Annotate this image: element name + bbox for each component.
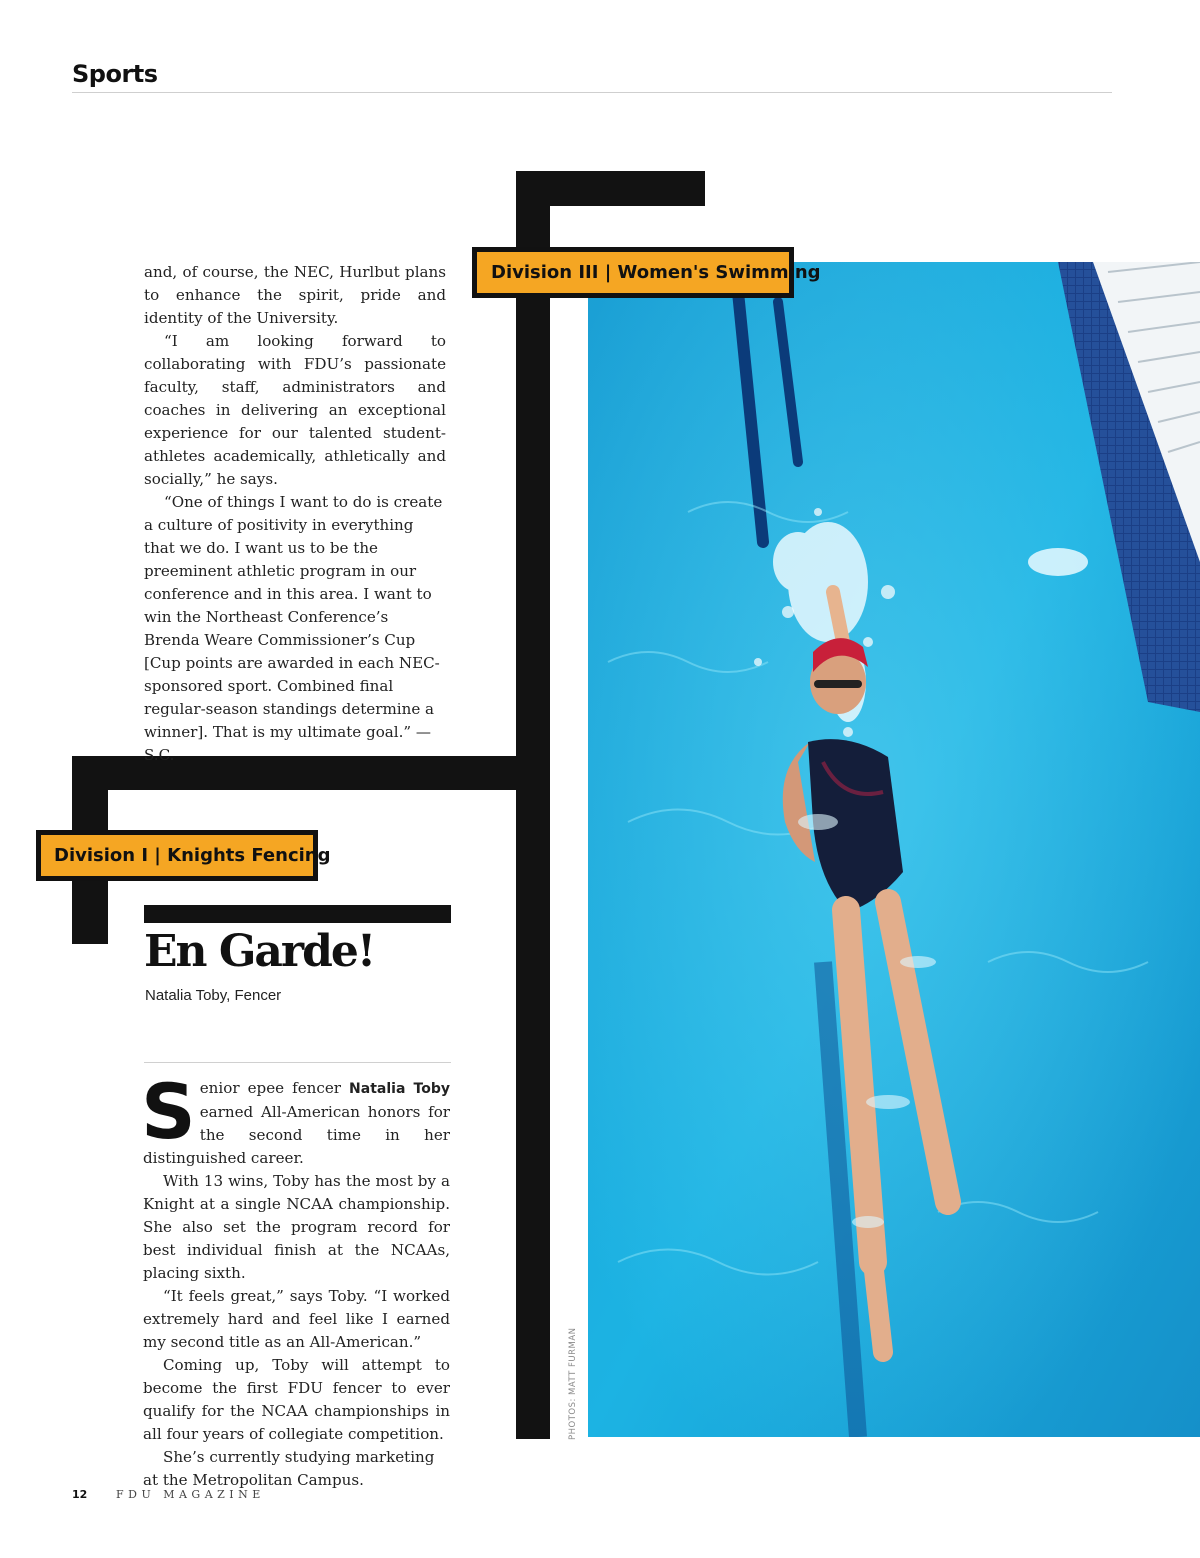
header-rule xyxy=(72,92,1112,93)
lead-paragraph xyxy=(141,1067,450,1170)
lead-text-end: earned All-American honors for the second time in her distinguished career. xyxy=(143,1103,450,1167)
division-swimming-tag xyxy=(472,247,821,298)
headline-bar xyxy=(144,905,451,923)
fencing-article-text xyxy=(141,1067,450,1492)
article-headline: En Garde! xyxy=(144,926,375,977)
paragraph: “One of things I want to do is create a culture of positivity in everything that we do. I want us to be the preeminent athletic program in our conference and in this area. I want to win the Northeast Conference’s Brenda Weare Commissioner’s Cup [Cup points are awarded in each NEC-sponsored sport. Combined final regular-season standings determine a winner]. That is my ultimate goal.” —S.C. xyxy=(144,493,443,764)
hurlbut-continued-text xyxy=(144,261,446,767)
page-number: 12 xyxy=(72,1488,88,1501)
section-title: Sports xyxy=(72,60,158,88)
division-swimming-label: Division III | Women's Swimming xyxy=(491,262,821,283)
byline-rule xyxy=(144,1062,451,1063)
paragraph: With 13 wins, Toby has the most by a Knight at a single NCAA championship. She also set the program record for best individual finish at the NCAAs, placing sixth. xyxy=(143,1172,450,1282)
paragraph: Coming up, Toby will attempt to become the first FDU fencer to ever qualify for the NCAA championships in all four years of collegiate competition. xyxy=(143,1356,450,1443)
main-vertical-bar xyxy=(516,171,550,1439)
paragraph: “I am looking forward to collaborating with FDU’s passionate faculty, staff, administrators and coaches in delivering an exceptional experience for our talented student-athletes academically, athletically and socially,” he says. xyxy=(144,332,446,488)
magazine-name: FDU MAGAZINE xyxy=(116,1488,265,1501)
division-fencing-label: Division I | Knights Fencing xyxy=(54,845,331,866)
lead-text-start: enior epee fencer xyxy=(199,1079,350,1097)
paragraph: “It feels great,” says Toby. “I worked extremely hard and feel like I earned my second title as an All-American.” xyxy=(143,1287,450,1351)
photo-credit: PHOTOS: MATT FURMAN xyxy=(568,1327,578,1440)
drop-cap: S xyxy=(141,1067,196,1156)
division-fencing-tag xyxy=(36,830,331,881)
athlete-name: Natalia Toby xyxy=(349,1081,450,1097)
swimmer-photo xyxy=(588,262,1200,1437)
paragraph: and, of course, the NEC, Hurlbut plans to enhance the spirit, pride and identity of the University. xyxy=(144,263,446,327)
paragraph: She’s currently studying marketing at the Metropolitan Campus. xyxy=(143,1448,435,1489)
article-byline: Natalia Toby, Fencer xyxy=(145,987,282,1004)
